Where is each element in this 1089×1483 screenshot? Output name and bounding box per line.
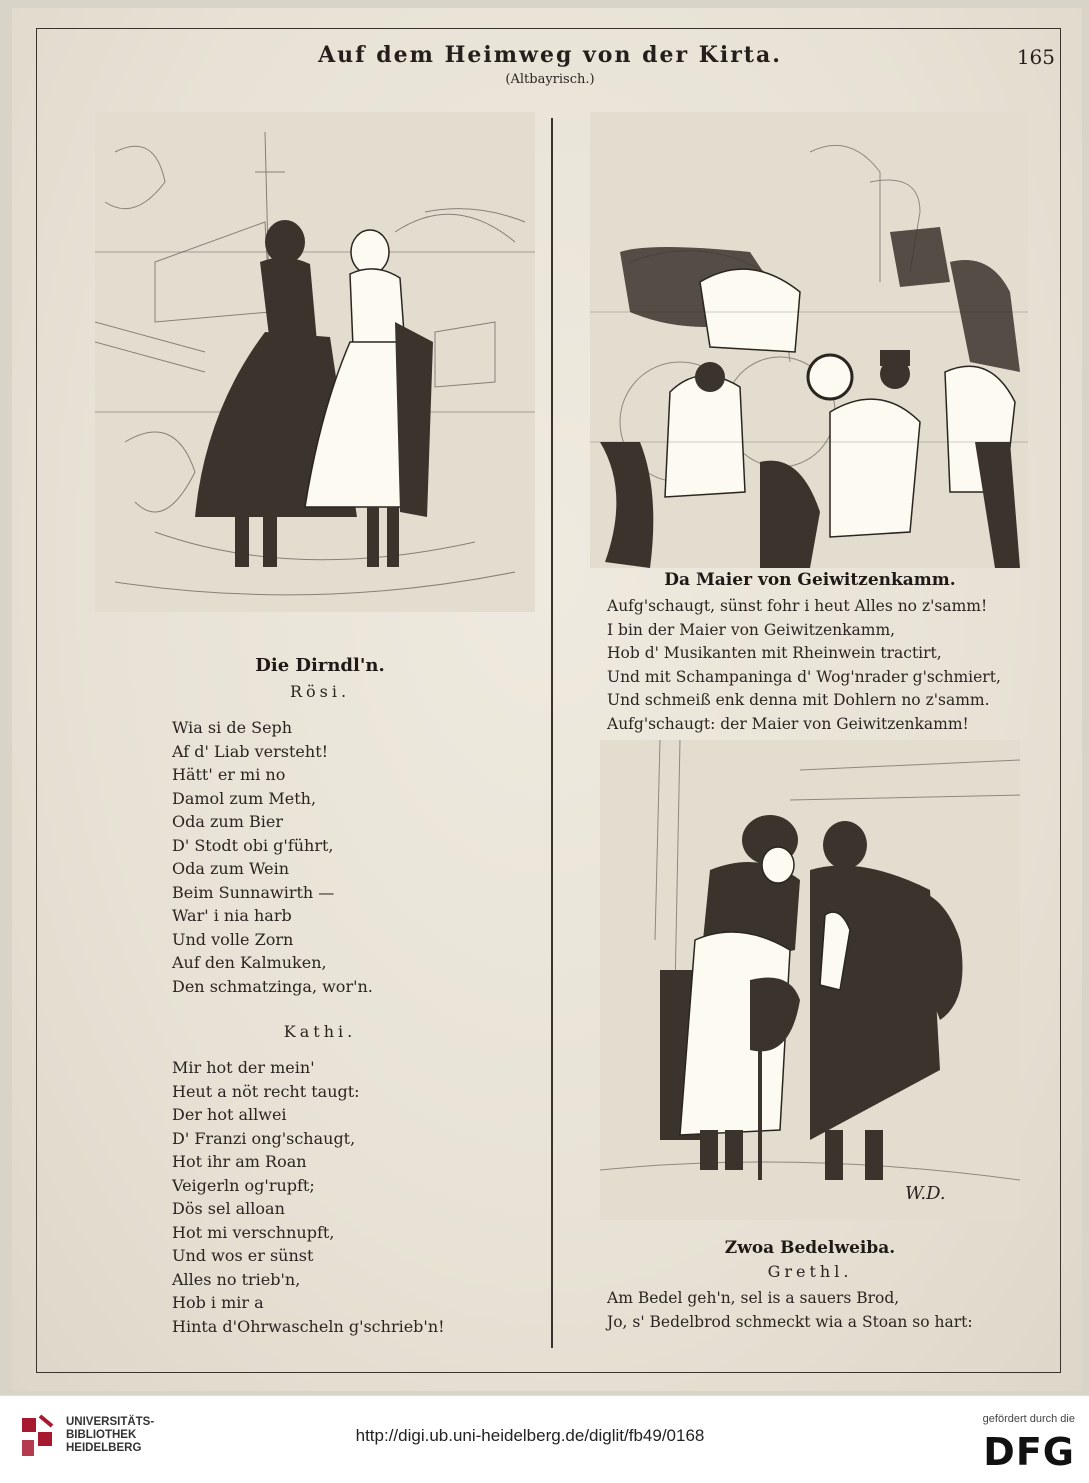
verse-line: Af d' Liab versteht! bbox=[172, 741, 329, 761]
verse-line: D' Stodt obi g'führt, bbox=[172, 835, 334, 855]
university-library-name[interactable] bbox=[66, 1416, 154, 1455]
verse-maier bbox=[607, 595, 1001, 736]
library-name-line: UNIVERSITÄTS- bbox=[66, 1416, 155, 1428]
verse-line: I bin der Maier von Geiwitzenkamm, bbox=[607, 620, 896, 639]
verse-line: Hob i mir a bbox=[172, 1293, 264, 1312]
poem-title-maier: Da Maier von Geiwitzenkamm. bbox=[664, 570, 956, 590]
poem-title-bedelweiba: Zwoa Bedelweiba. bbox=[724, 1238, 896, 1258]
verse-line: Heut a nöt recht taugt: bbox=[172, 1081, 360, 1101]
page-title: Auf dem Heimweg von der Kirta. bbox=[318, 42, 782, 68]
verse-line: Veigerln og'rupft; bbox=[172, 1175, 315, 1195]
speaker-grethl: Grethl. bbox=[767, 1262, 853, 1281]
verse-line: Hob d' Musikanten mit Rheinwein tractirt, bbox=[607, 644, 942, 662]
funding-caption: gefördert durch die bbox=[982, 1413, 1075, 1425]
verse-line: Aufg'schaugt, sünst fohr i heut Alles no z'samm! bbox=[607, 597, 988, 615]
verse-line: Oda zum Wein bbox=[172, 859, 290, 878]
library-name-line: HEIDELBERG bbox=[66, 1442, 142, 1454]
verse-line: Und schmeiß enk denna mit Dohlern no z'samm. bbox=[607, 691, 990, 709]
library-name-line: BIBLIOTHEK bbox=[66, 1429, 137, 1441]
verse-grethl bbox=[607, 1287, 973, 1334]
speaker-roesi: Rösi. bbox=[289, 682, 351, 701]
illustration-two-girls bbox=[95, 112, 535, 612]
page-subtitle: (Altbayrisch.) bbox=[505, 72, 595, 87]
verse-line: Hot mi verschnupft, bbox=[172, 1222, 335, 1242]
illustration-carriage bbox=[590, 112, 1028, 568]
illustration-beggar-women bbox=[600, 740, 1020, 1220]
column-divider bbox=[551, 118, 553, 1348]
verse-line: Auf den Kalmuken, bbox=[172, 953, 327, 972]
footer-bar bbox=[0, 1395, 1089, 1483]
university-library-logo-icon[interactable] bbox=[18, 1412, 58, 1462]
verse-line: D' Franzi ong'schaugt, bbox=[172, 1128, 356, 1148]
verse-line: Hot ihr am Roan bbox=[172, 1152, 307, 1171]
verse-line: Oda zum Bier bbox=[172, 812, 283, 831]
verse-roesi bbox=[172, 716, 373, 998]
verse-line: Alles no trieb'n, bbox=[172, 1269, 301, 1289]
permalink-url[interactable]: http://digi.ub.uni-heidelberg.de/diglit/fb49/0168 bbox=[355, 1426, 705, 1445]
verse-line: Damol zum Meth, bbox=[172, 788, 317, 808]
verse-line: Und mit Schampaninga d' Wog'nrader g'schmiert, bbox=[607, 667, 1001, 686]
verse-line: Am Bedel geh'n, sel is a sauers Brod, bbox=[607, 1289, 900, 1307]
illustrator-monogram: W.D. bbox=[905, 1183, 946, 1204]
verse-line: Hinta d'Ohrwascheln g'schrieb'n! bbox=[172, 1316, 445, 1336]
verse-line: Beim Sunnawirth — bbox=[172, 882, 335, 902]
dfg-logo[interactable]: DFG bbox=[983, 1430, 1075, 1474]
poem-title-dirndln: Die Dirndl'n. bbox=[255, 655, 385, 676]
verse-line: Dös sel alloan bbox=[172, 1199, 285, 1218]
speaker-kathi: Kathi. bbox=[283, 1022, 357, 1041]
verse-line: Und volle Zorn bbox=[172, 929, 294, 949]
verse-line: Aufg'schaugt: der Maier von Geiwitzenkamm! bbox=[607, 714, 969, 733]
verse-line: Mir hot der mein' bbox=[172, 1058, 315, 1077]
verse-line: War' i nia harb bbox=[172, 906, 292, 925]
page-number: 165 bbox=[1016, 45, 1055, 69]
verse-line: Hätt' er mi no bbox=[172, 765, 286, 784]
verse-line: Wia si de Seph bbox=[172, 718, 293, 737]
verse-line: Den schmatzinga, wor'n. bbox=[172, 976, 373, 996]
verse-line: Jo, s' Bedelbrod schmeckt wia a Stoan so hart: bbox=[607, 1312, 973, 1331]
verse-line: Der hot allwei bbox=[172, 1105, 287, 1124]
verse-line: Und wos er sünst bbox=[172, 1246, 314, 1265]
verse-kathi bbox=[172, 1056, 445, 1338]
